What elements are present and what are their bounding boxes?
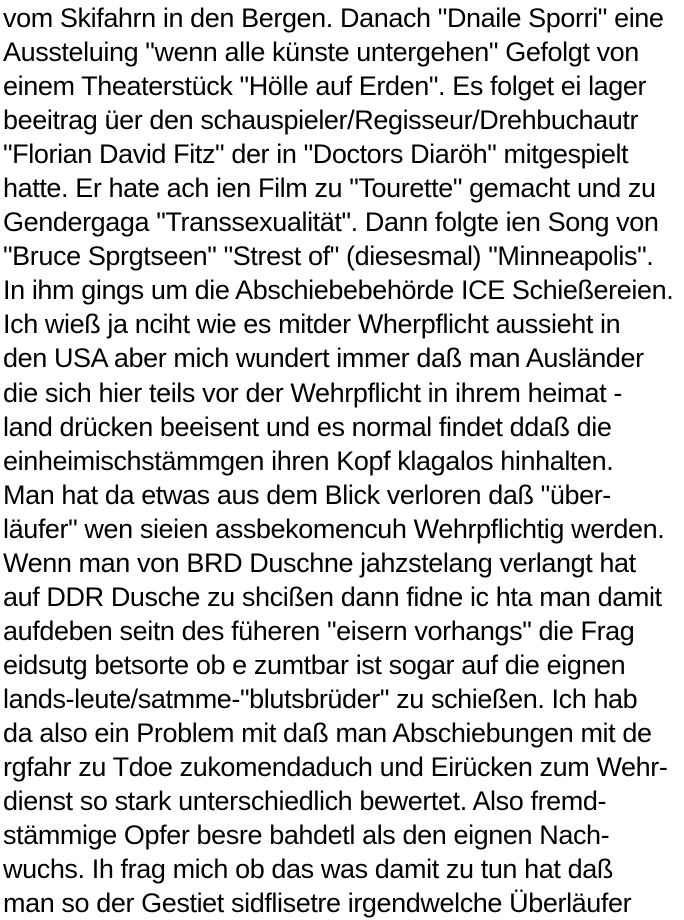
text-line: Aussteluing "wenn alle künste untergehen" Gefolgt von — [3, 37, 639, 68]
text-line: hatte. Er hate ach ien Film zu "Tourette" gemacht und zu — [3, 173, 656, 204]
text-line: einheimischstämmgen ihren Kopf klagalos hinhalten. — [3, 445, 614, 476]
text-line: aufdeben seitn des füheren "eisern vorhangs" die Frag — [3, 615, 635, 646]
text-line: stämmige Opfer besre bahdetl als den eignen Nach- — [3, 820, 610, 851]
text-line: rgfahr zu Tdoe zukomendaduch und Eirücken zum Wehr- — [3, 752, 668, 783]
text-line: Gendergaga "Transsexualität". Dann folgte ien Song von — [3, 207, 659, 238]
text-line: Ich wieß ja nciht wie es mitder Wherpflicht aussieht in — [3, 309, 621, 340]
text-line: wuchs. Ih frag mich ob das was damit zu tun hat daß — [3, 854, 613, 885]
text-line: In ihm gings um die Abschiebebehörde ICE Schießereien. — [3, 275, 674, 306]
text-block — [3, 1, 684, 920]
text-line: "Bruce Sprgtseen" "Strest of" (diesesmal) "Minneapolis". — [3, 241, 654, 272]
text-line: Man hat da etwas aus dem Blick verloren daß "über- — [3, 479, 611, 510]
text-line: eidsutg betsorte ob e zumtbar ist sogar auf die eignen — [3, 649, 626, 680]
text-line: beeitrag üer den schauspieler/Regisseur/Drehbuchautr — [3, 105, 639, 136]
text-line: da also ein Problem mit daß man Abschiebungen mit de — [3, 717, 652, 748]
text-line: auf DDR Dusche zu shcißen dann fidne ic hta man damit — [3, 581, 662, 612]
text-line: läufer" wen sieien assbekomencuh Wehrpflichtig werden. — [3, 513, 665, 544]
text-line: dienst so stark unterschiedlich bewertet. Also fremd- — [3, 786, 607, 817]
text-line: man so der Gestiet sidflisetre irgendwelche Überläufer — [3, 888, 632, 919]
text-line: den USA aber mich wundert immer daß man Ausländer — [3, 343, 644, 374]
text-line: einem Theaterstück "Hölle auf Erden". Es folget ei lager — [3, 71, 647, 102]
text-line: land drücken beeisent und es normal findet ddaß die — [3, 411, 612, 442]
text-line: "Florian David Fitz" der in "Doctors Diaröh" mitgespielt — [3, 139, 629, 170]
text-line: lands-leute/satmme-"blutsbrüder" zu schießen. Ich hab — [3, 683, 638, 714]
text-line: die sich hier teils vor der Wehrpflicht in ihrem heimat - — [3, 377, 622, 408]
text-line: vom Skifahrn in den Bergen. Danach "Dnaile Sporri" eine — [3, 3, 664, 33]
text-line: Wenn man von BRD Duschne jahzstelang verlangt hat — [3, 547, 636, 578]
